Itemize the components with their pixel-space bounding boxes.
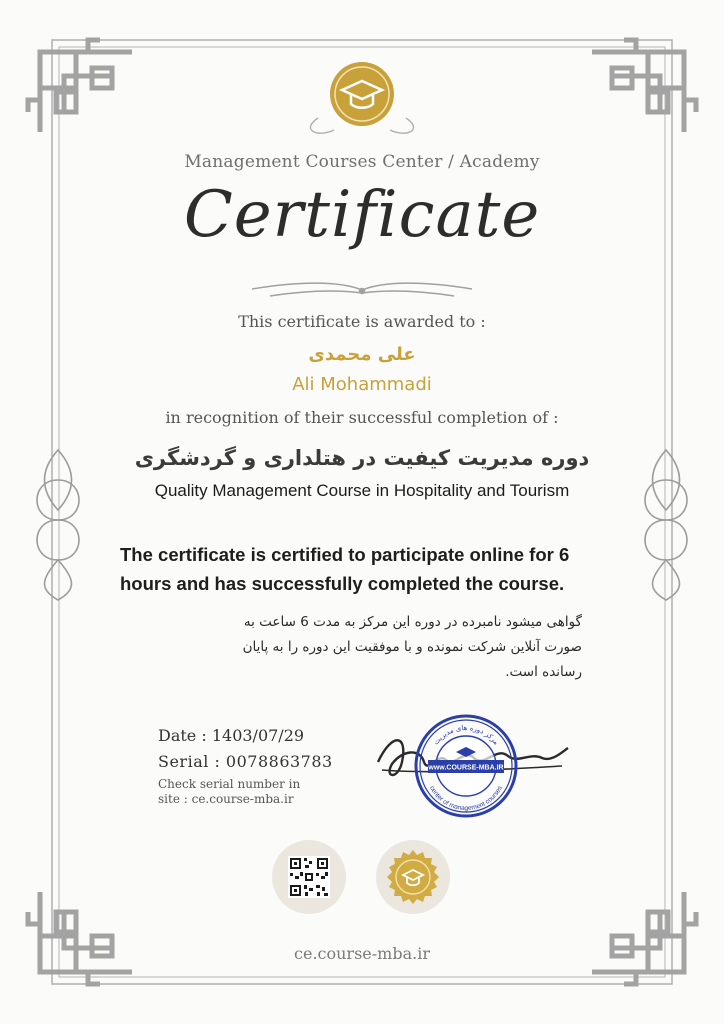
serial-check-note (158, 777, 358, 807)
official-stamp (412, 712, 520, 820)
course-name-en: Quality Management Course in Hospitality and Tourism (154, 481, 570, 500)
awarded-label: This certificate is awarded to : (238, 312, 486, 331)
academy-name: Management Courses Center / Academy (184, 152, 540, 172)
recipient-name-fa: علی محمدی (308, 344, 416, 365)
course-name-fa: دوره مدیریت کیفیت در هتلداری و گردشگری (134, 446, 590, 470)
recipient-name-en: Ali Mohammadi (292, 374, 432, 395)
check-line-1: Check serial number in (158, 777, 301, 791)
qr-code-icon (272, 840, 346, 914)
recognition-label: in recognition of their successful completion of : (165, 408, 559, 427)
stamp-middle-text: www.COURSE-MBA.IR (428, 764, 504, 772)
check-line-2: site : ce.course-mba.ir (158, 792, 294, 806)
serial-number: Serial : 0078863783 (158, 752, 333, 771)
gold-seal-icon (376, 840, 450, 914)
issue-date: Date : 1403/07/29 (158, 726, 305, 745)
corner-ornament-bottom-right (592, 892, 696, 984)
corner-ornament-bottom-left (28, 892, 132, 984)
statement-en: The certificate is certified to participate online for 6 hours and has successfully completed the course. (120, 544, 570, 594)
statement-fa: گواهی میشود نامبرده در دوره این مرکز به مدت 6 ساعت به صورت آنلاین شرکت نمونده و با موفقیت این دوره را به پایان رسانده است. (242, 614, 582, 680)
stamp-top-text: مرکز دوره های مدیریت (431, 723, 501, 747)
stamp-bottom-text: center of management courses (428, 784, 504, 813)
side-flourish-right (645, 450, 687, 600)
corner-ornament-top-right (592, 40, 696, 132)
corner-ornament-top-left (28, 40, 132, 132)
side-flourish-left (37, 450, 79, 600)
title-divider (252, 283, 472, 296)
graduation-cap-icon (328, 60, 396, 128)
certificate-title: Certificate (183, 178, 541, 252)
footer-url[interactable]: ce.course-mba.ir (294, 944, 430, 963)
